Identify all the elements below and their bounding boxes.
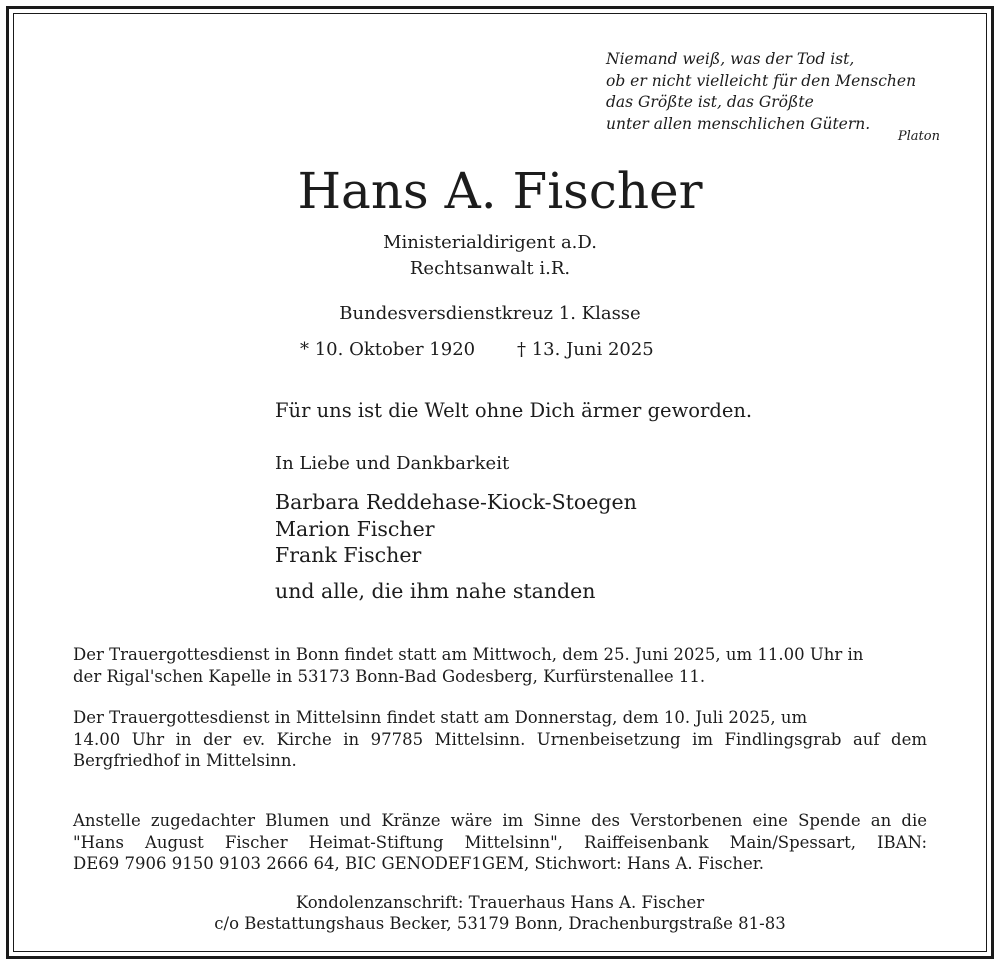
- paragraph-line: Der Trauergottesdienst in Bonn findet statt am Mittwoch, dem 25. Juni 2025, um 11.00 Uhr in: [73, 645, 864, 664]
- condolence-address: c/o Bestattungshaus Becker, 53179 Bonn, Drachenburgstraße 81-83: [214, 914, 786, 933]
- paragraph-line: der Rigal'schen Kapelle in 53173 Bonn-Bad Godesberg, Kurfürstenallee 11.: [73, 666, 706, 686]
- deceased-title: Ministerialdirigent a.D.: [383, 232, 597, 253]
- paragraph-line: "Hans August Fischer Heimat-Stiftung Mittelsinn", Raiffeisenbank Main/Spessart, IBAN:: [73, 832, 927, 852]
- mourner-name: Frank Fischer: [275, 543, 422, 567]
- quote-line: Niemand weiß, was der Tod ist,: [606, 50, 855, 68]
- condolence-address: Kondolenzanschrift: Trauerhaus Hans A. Fischer: [295, 893, 705, 912]
- paragraph-line: Anstelle zugedachter Blumen und Kränze wäre im Sinne des Verstorbenen eine Spende an die: [73, 811, 927, 830]
- others-line: und alle, die ihm nahe standen: [275, 579, 596, 603]
- paragraph-line: DE69 7906 9150 9103 2666 64, BIC GENODEF1GEM, Stichwort: Hans A. Fischer.: [73, 854, 765, 873]
- quote-author: Platon: [897, 129, 940, 144]
- birth-date: * 10. Oktober 1920: [300, 339, 476, 360]
- paragraph-line: Der Trauergottesdienst in Mittelsinn findet statt am Donnerstag, dem 10. Juli 2025, um: [73, 708, 808, 727]
- paragraph-line: 14.00 Uhr in der ev. Kirche in 97785 Mittelsinn. Urnenbeisetzung im Findlingsgrab auf dem: [73, 729, 927, 749]
- service-mittelsinn: [73, 707, 927, 772]
- quote-line: ob er nicht vielleicht für den Menschen: [606, 71, 917, 90]
- donation-note: [73, 810, 927, 875]
- deceased-name: Hans A. Fischer: [297, 162, 703, 220]
- mourner-name: Marion Fischer: [275, 516, 435, 541]
- message: Für uns ist die Welt ohne Dich ärmer geworden.: [275, 399, 753, 422]
- quote: [606, 49, 946, 135]
- honor: Bundesversdienstkreuz 1. Klasse: [339, 303, 641, 324]
- mourner-name: Barbara Reddehase-Kiock-Stoegen: [275, 490, 637, 514]
- quote-line: das Größte ist, das Größte: [606, 93, 814, 111]
- deceased-title: Rechtsanwalt i.R.: [409, 258, 571, 279]
- service-bonn: [73, 644, 927, 687]
- thanks-line: In Liebe und Dankbarkeit: [275, 453, 510, 474]
- death-date: † 13. Juni 2025: [517, 339, 654, 360]
- quote-line: unter allen menschlichen Gütern.: [606, 114, 871, 133]
- paragraph-line: Bergfriedhof in Mittelsinn.: [73, 751, 297, 770]
- mourners-list: [275, 489, 637, 569]
